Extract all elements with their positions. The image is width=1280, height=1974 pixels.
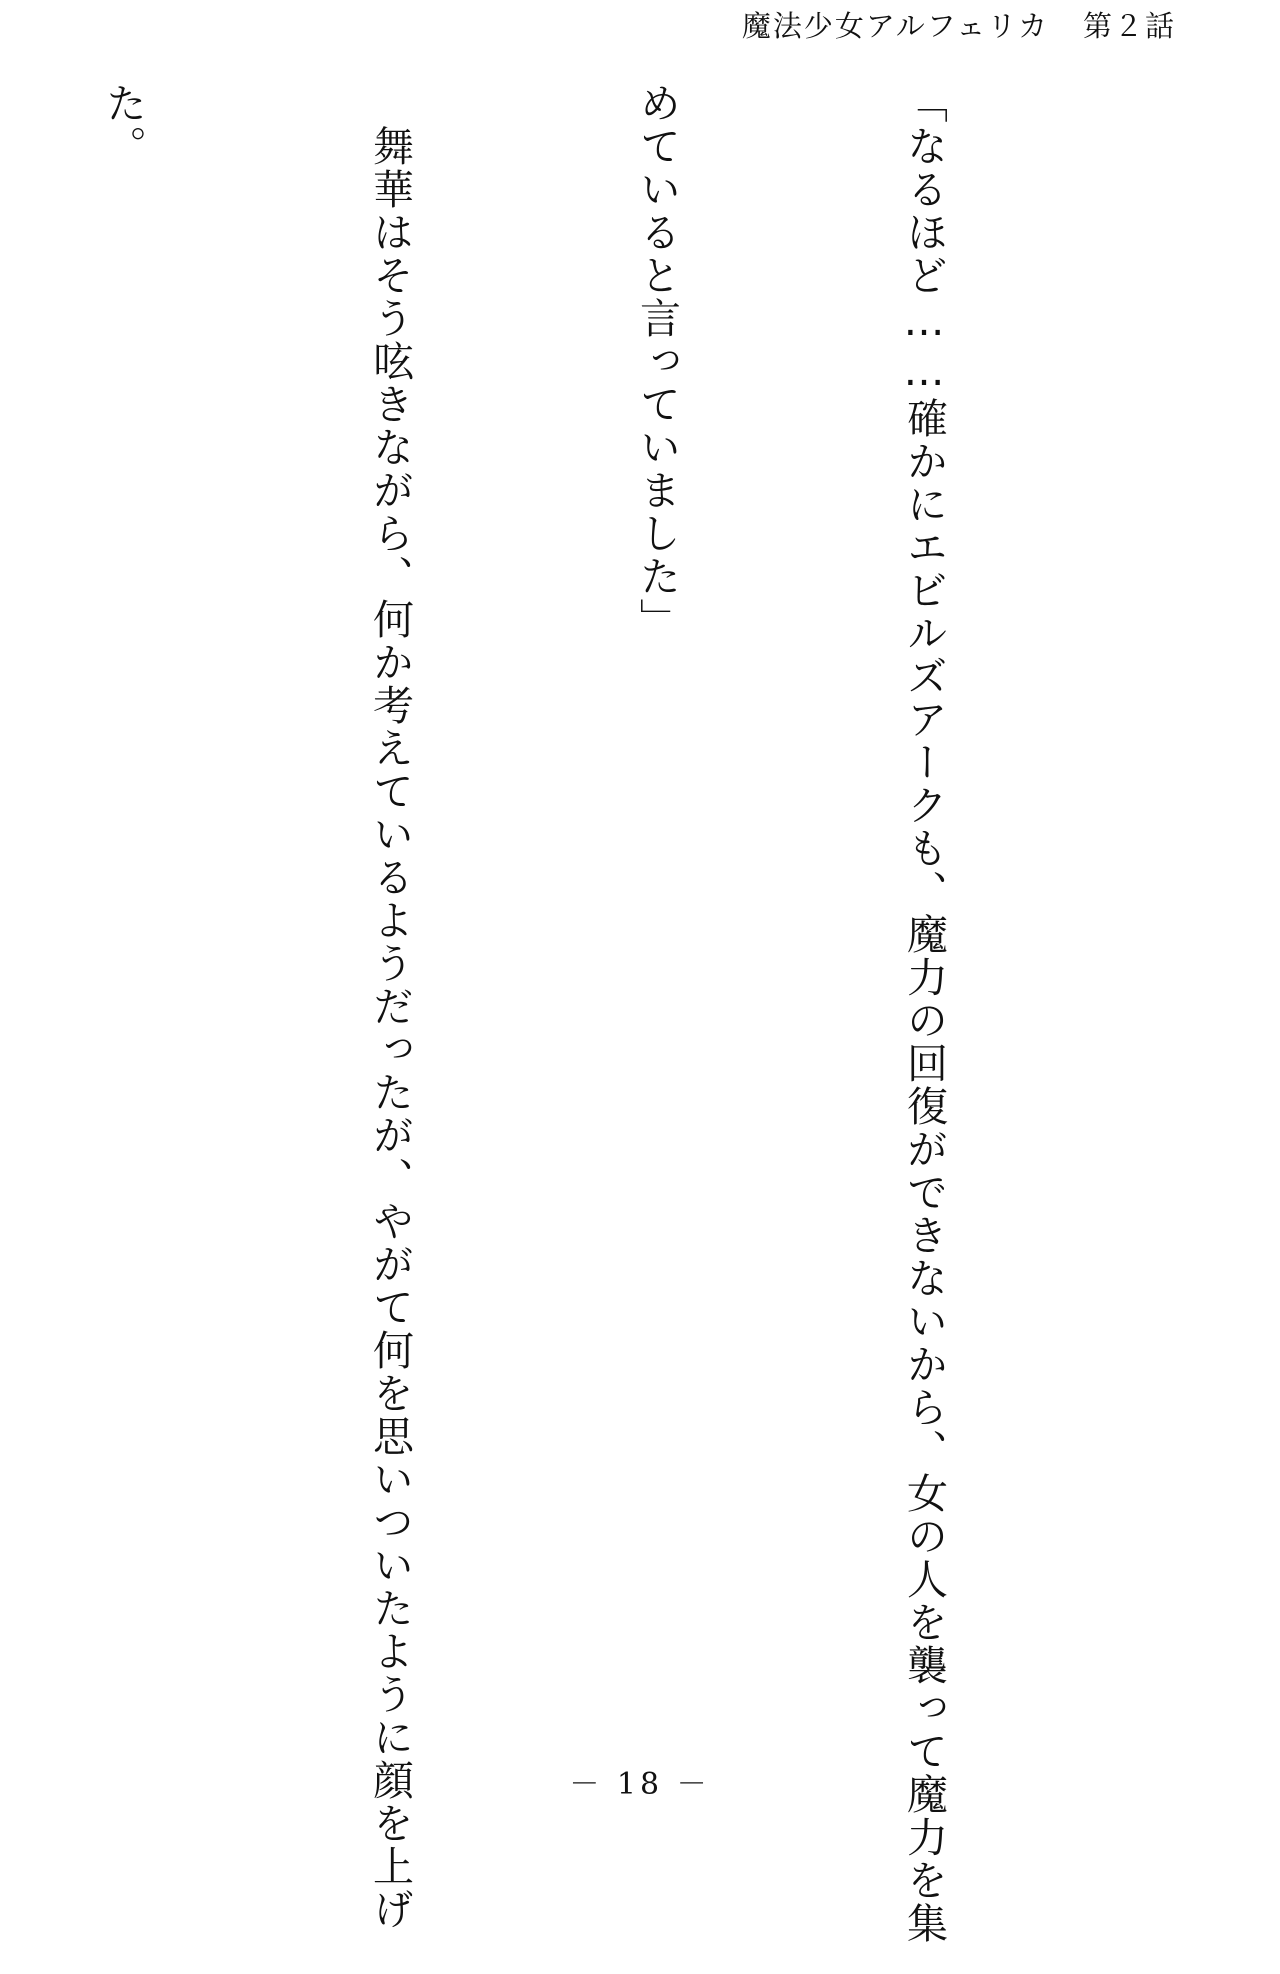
- page-number: － 18 －: [569, 1767, 711, 1802]
- text-line: めていると言っていました」: [633, 82, 681, 641]
- text-line: た。: [99, 82, 147, 168]
- chapter-label: 第２話: [1082, 9, 1176, 43]
- book-title: 魔法少女アルフェリカ: [741, 9, 1049, 43]
- text-line: 「なるほど……確かにエビルズアークも、魔力の回復ができないから、女の人を襲って魔力を集: [900, 82, 948, 1945]
- text-line: 舞華はそう呟きながら、何か考えているようだったが、やがて何を思いついたように顔を上げ: [366, 82, 414, 1931]
- page-header: [742, 6, 1176, 46]
